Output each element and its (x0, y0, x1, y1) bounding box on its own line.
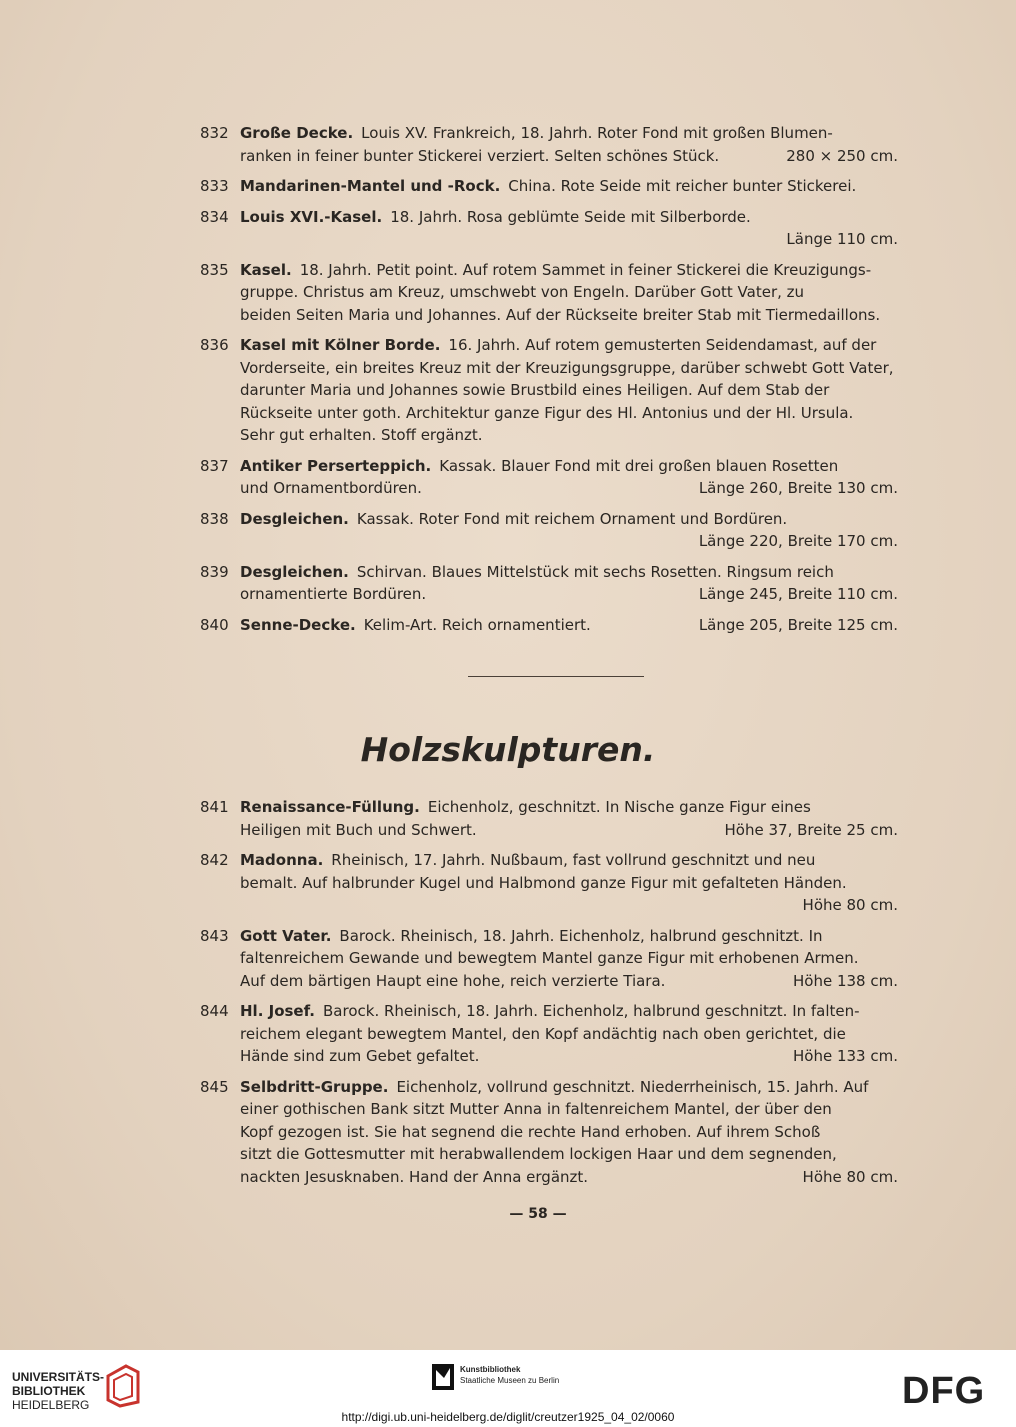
entry-line (240, 1166, 920, 1189)
entry-heading: Louis XVI.-Kasel. (240, 207, 383, 226)
catalog-entry (200, 561, 920, 606)
entry-heading: Madonna. (240, 851, 324, 869)
entry-number: 845 (200, 1077, 229, 1096)
entry-description: beiden Seiten Maria und Johannes. Auf der Rückseite breiter Stab mit Tiermedaillons. (240, 305, 881, 324)
entry-text-group (240, 819, 477, 842)
entry-description: ornamentierte Bordüren. (240, 585, 427, 603)
entry-line (240, 796, 920, 819)
entry-line (240, 477, 920, 500)
entry-description: Auf dem bärtigen Haupt eine hohe, reich verzierte Tiara. (240, 971, 666, 990)
entries-wood-sculptures (200, 796, 920, 1196)
entry-text-group (240, 175, 856, 198)
catalog-entry (200, 206, 920, 251)
source-url-link[interactable]: http://digi.ub.uni-heidelberg.de/diglit/creutzer1925_04_02/0060 (341, 1410, 675, 1424)
entry-text-group (240, 561, 834, 584)
entry-description: einer gothischen Bank sitzt Mutter Anna in faltenreichem Mantel, der über den (240, 1100, 832, 1118)
section-divider (468, 676, 644, 677)
entry-number: 843 (200, 926, 229, 945)
entry-description: Sehr gut erhalten. Stoff ergänzt. (240, 426, 483, 444)
entry-heading: Desgleichen. (240, 562, 349, 581)
entry-line (240, 872, 920, 895)
entry-line (240, 925, 920, 948)
entry-text-group (240, 1076, 868, 1099)
entry-number: 844 (200, 1002, 229, 1020)
entry-heading: Mandarinen-Mantel und -Rock. (240, 177, 501, 195)
entry-line (240, 259, 920, 282)
catalog-entry (200, 122, 920, 167)
entry-line (240, 175, 920, 198)
entry-description: 16. Jahrh. Auf rotem gemusterten Seidendamast, auf der (448, 336, 877, 354)
entry-text-group (240, 947, 858, 970)
entry-measurement: Länge 260, Breite 130 cm. (698, 479, 898, 497)
entry-heading: Große Decke. (240, 124, 354, 142)
entry-measurement: Höhe 133 cm. (793, 1047, 898, 1065)
entry-measurement: Höhe 37, Breite 25 cm. (724, 820, 898, 839)
entry-line (240, 1143, 920, 1166)
entry-measurement: Länge 245, Breite 110 cm. (698, 585, 898, 603)
entry-line (240, 357, 920, 380)
catalog-entry (200, 796, 920, 841)
entry-text-group (240, 145, 719, 168)
entry-text-group (240, 1143, 837, 1166)
entry-heading: Renaissance-Füllung. (240, 798, 420, 816)
entry-measurement: Länge 110 cm. (786, 230, 898, 248)
entry-description: Kopf gezogen ist. Sie hat segnend die rechte Hand erhoben. Auf ihrem Schoß (240, 1122, 821, 1141)
entry-number: 838 (200, 509, 229, 528)
ub-line-1: UNIVERSITÄTS- (12, 1370, 105, 1384)
entry-description: Barock. Rheinisch, 18. Jahrh. Eichenholz, halbrund geschnitzt. In falten- (323, 1002, 860, 1020)
entry-line (240, 530, 920, 553)
entry-text-group (240, 304, 880, 327)
entry-text-group (240, 1098, 832, 1121)
catalog-entry (200, 614, 920, 637)
entry-heading: Antiker Perserteppich. (240, 456, 432, 475)
ub-heidelberg-logo-text (12, 1370, 104, 1412)
entry-description: Eichenholz, vollrund geschnitzt. Niederrheinisch, 15. Jahrh. Auf (396, 1077, 869, 1096)
entry-line (240, 508, 920, 531)
entry-description: Heiligen mit Buch und Schwert. (240, 820, 477, 839)
entry-line (240, 1098, 920, 1121)
entry-text-group (240, 402, 853, 425)
entry-line (240, 583, 920, 606)
entry-number: 840 (200, 615, 229, 634)
entry-description: 18. Jahrh. Petit point. Auf rotem Sammet in feiner Stickerei die Kreuzigungs- (299, 260, 872, 279)
entry-line (240, 614, 920, 637)
entry-description: Kelim-Art. Reich ornamentiert. (363, 615, 591, 634)
entry-text-group (240, 281, 804, 304)
entry-text-group (240, 477, 422, 500)
entry-description: 18. Jahrh. Rosa geblümte Seide mit Silberborde. (390, 207, 751, 226)
entry-number: 835 (200, 260, 229, 279)
catalog-entry (200, 259, 920, 327)
entry-text-group (240, 424, 483, 447)
entry-line (240, 228, 920, 251)
entry-text-group (240, 872, 847, 895)
entry-number: 839 (200, 562, 229, 581)
entry-text-group (240, 379, 829, 402)
entry-line (240, 455, 920, 478)
entry-number: 834 (200, 207, 229, 226)
section-title: Holzskulpturen. (360, 730, 656, 769)
entry-heading: Gott Vater. (240, 926, 332, 945)
entry-line (240, 122, 920, 145)
entry-description: Rückseite unter goth. Architektur ganze Figur des Hl. Antonius und der Hl. Ursula. (240, 403, 854, 422)
kunstbibliothek-logo (432, 1364, 559, 1390)
ub-logo-icon (104, 1362, 142, 1408)
entry-heading: Desgleichen. (240, 509, 349, 528)
entry-text-group (240, 206, 751, 229)
entry-text-group (240, 614, 591, 637)
entry-line (240, 281, 920, 304)
entry-description: Louis XV. Frankreich, 18. Jahrh. Roter Fond mit großen Blumen- (361, 124, 833, 142)
entry-line (240, 379, 920, 402)
entry-text-group (240, 357, 894, 380)
entry-line (240, 334, 920, 357)
entry-line (240, 561, 920, 584)
entry-description: und Ornamentbordüren. (240, 479, 422, 497)
entry-description: Schirvan. Blaues Mittelstück mit sechs Rosetten. Ringsum reich (356, 562, 834, 581)
entry-measurement: Höhe 80 cm. (802, 896, 898, 914)
entry-text-group (240, 583, 426, 606)
entry-description: bemalt. Auf halbrunder Kugel und Halbmond ganze Figur mit gefalteten Händen. (240, 873, 847, 892)
catalog-entry (200, 175, 920, 198)
entry-description: Eichenholz, geschnitzt. In Nische ganze Figur eines (427, 798, 811, 816)
entry-measurement: 280 × 250 cm. (786, 146, 898, 165)
entry-line (240, 1000, 920, 1023)
entry-line (240, 145, 920, 168)
dfg-logo: DFG (902, 1370, 986, 1412)
entry-text-group (240, 455, 838, 478)
entry-line (240, 849, 920, 872)
entry-heading: Kasel. (240, 260, 292, 279)
entry-heading: Selbdritt-Gruppe. (240, 1077, 389, 1096)
entry-line (240, 402, 920, 425)
entry-measurement: Höhe 80 cm. (802, 1167, 898, 1186)
entry-number: 832 (200, 124, 229, 142)
entry-number: 842 (200, 851, 229, 869)
entry-description: Kassak. Blauer Fond mit drei großen blauen Rosetten (439, 456, 839, 475)
entry-text-group (240, 1166, 588, 1189)
entry-heading: Hl. Josef. (240, 1002, 316, 1020)
kunstbibliothek-mark-icon (432, 1364, 454, 1390)
entry-line (240, 1121, 920, 1144)
entry-description: darunter Maria und Johannes sowie Brustbild eines Heiligen. Auf dem Stab der (240, 381, 830, 399)
entry-description: gruppe. Christus am Kreuz, umschwebt von Engeln. Darüber Gott Vater, zu (240, 283, 805, 301)
ub-line-3: HEIDELBERG (12, 1398, 90, 1412)
entry-text-group (240, 1045, 479, 1068)
entry-description: nackten Jesusknaben. Hand der Anna ergänzt. (240, 1167, 589, 1186)
ub-line-2: BIBLIOTHEK (12, 1384, 86, 1398)
entry-description: Vorderseite, ein breites Kreuz mit der Kreuzigungsgruppe, darüber schwebt Gott Vater, (240, 358, 894, 377)
entry-description: Hände sind zum Gebet gefaltet. (240, 1047, 480, 1065)
kb-line-2: Staatliche Museen zu Berlin (460, 1376, 560, 1385)
entry-description: reichem elegant bewegtem Mantel, den Kopf andächtig nach oben gerichtet, die (240, 1024, 846, 1043)
entry-number: 837 (200, 456, 229, 475)
entry-line (240, 304, 920, 327)
entry-description: sitzt die Gottesmutter mit herabwallendem lockigen Haar und dem segnenden, (240, 1145, 837, 1163)
entry-text-group (240, 796, 811, 819)
entry-text-group (240, 849, 815, 872)
entry-text-group (240, 334, 876, 357)
catalog-entry (200, 925, 920, 993)
entry-line (240, 1076, 920, 1099)
entry-text-group (240, 122, 833, 145)
entry-description: Barock. Rheinisch, 18. Jahrh. Eichenholz, halbrund geschnitzt. In (339, 926, 823, 945)
entry-text-group (240, 1121, 820, 1144)
catalog-entry (200, 1076, 920, 1189)
entry-text-group (240, 1023, 846, 1046)
entry-measurement: Länge 220, Breite 170 cm. (698, 532, 898, 550)
entry-line (240, 819, 920, 842)
entry-number: 833 (200, 177, 229, 195)
page-number: — 58 — (509, 1206, 567, 1222)
entry-description: ranken in feiner bunter Stickerei verziert. Selten schönes Stück. (240, 146, 720, 165)
entry-text-group (240, 970, 665, 993)
entry-line (240, 206, 920, 229)
entry-number: 841 (200, 798, 229, 816)
entry-text-group (240, 925, 823, 948)
entry-line (240, 970, 920, 993)
entry-line (240, 947, 920, 970)
kb-line-1: Kunstbibliothek (460, 1365, 521, 1374)
entry-text-group (240, 1000, 860, 1023)
entry-description: China. Rote Seide mit reicher bunter Stickerei. (508, 177, 857, 195)
entry-measurement: Höhe 138 cm. (793, 971, 898, 990)
entry-line (240, 424, 920, 447)
catalog-entry (200, 334, 920, 447)
entry-heading: Kasel mit Kölner Borde. (240, 336, 441, 354)
entry-text-group (240, 508, 787, 531)
catalog-entry (200, 455, 920, 500)
entries-textiles (200, 122, 920, 644)
entry-description: faltenreichem Gewande und bewegtem Mantel ganze Figur mit erhobenen Armen. (240, 949, 859, 967)
catalog-entry (200, 1000, 920, 1068)
entry-number: 836 (200, 336, 229, 354)
catalog-entry (200, 508, 920, 553)
entry-heading: Senne-Decke. (240, 615, 356, 634)
entry-measurement: Länge 205, Breite 125 cm. (698, 615, 898, 634)
entry-line (240, 1045, 920, 1068)
entry-line (240, 894, 920, 917)
catalog-entry (200, 849, 920, 917)
entry-text-group (240, 259, 871, 282)
entry-description: Kassak. Roter Fond mit reichem Ornament und Bordüren. (356, 509, 788, 528)
entry-description: Rheinisch, 17. Jahrh. Nußbaum, fast vollrund geschnitzt und neu (331, 851, 816, 869)
entry-line (240, 1023, 920, 1046)
